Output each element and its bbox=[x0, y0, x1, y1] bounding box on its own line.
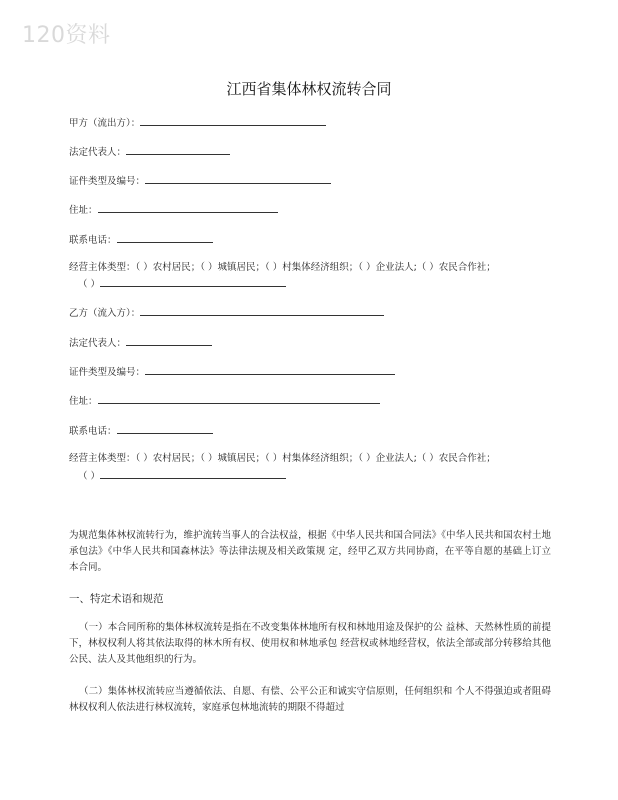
party-a-entity-type: 经营主体类型：（ ）农村居民；（ ）城镇居民；（ ）村集体经济组织；（ ）企业法人;（ ）农民合作社； bbox=[69, 262, 496, 273]
party-b-addr-field bbox=[69, 394, 380, 408]
clause-1-paragraph: （一）本合同所称的集体林权流转是指在不改变集体林地所有权和林地用途及保护的公 益林、天然林性质的前提下，林权权利人将其依法取得的林木所有权、使用权和林地承包 经营权或林地经营权，依法全部或部分转移给其他公民、法人及其他组织的行为。 bbox=[69, 622, 551, 665]
party-b-phone-field bbox=[69, 424, 213, 438]
party-a-id-field bbox=[69, 174, 331, 188]
party-a-other-label: （ ） bbox=[78, 279, 101, 290]
party-b-rep-label: 法定代表人： bbox=[69, 338, 127, 349]
party-b-rep-blank[interactable] bbox=[126, 336, 212, 346]
clause-2-paragraph: （二）集体林权流转应当遵循依法、自愿、有偿、公平公正和诚实守信原则，任何组织和 个人不得强迫或者阻碍林权权利人依法进行林权流转，家庭承包林地流转的期限不得超过 bbox=[69, 686, 551, 713]
party-a-rep-field bbox=[69, 145, 230, 159]
party-b-addr-label: 住址： bbox=[69, 396, 98, 407]
party-b-id-label: 证件类型及编号： bbox=[69, 367, 146, 378]
party-a-phone-blank[interactable] bbox=[117, 233, 213, 243]
section-heading: 一、特定术语和规范 bbox=[69, 593, 164, 605]
party-b-entity-other bbox=[78, 469, 286, 483]
contract-title: 江西省集体林权流转合同 bbox=[226, 80, 392, 98]
party-b-id-field bbox=[69, 365, 395, 379]
party-a-addr-blank[interactable] bbox=[98, 203, 278, 213]
party-a-label: 甲方（流出方）： bbox=[69, 118, 141, 129]
watermark: 120资料 bbox=[22, 23, 111, 48]
party-b-phone-label: 联系电话： bbox=[69, 426, 117, 437]
party-b-entity-type: 经营主体类型：（ ）农村居民；（ ）城镇居民；（ ）村集体经济组织；（ ）企业法人;（ ）农民合作社； bbox=[69, 453, 496, 464]
party-b-phone-blank[interactable] bbox=[117, 424, 213, 434]
party-b-id-blank[interactable] bbox=[145, 365, 395, 375]
party-a-rep-blank[interactable] bbox=[126, 145, 230, 155]
party-b-addr-blank[interactable] bbox=[98, 394, 380, 404]
party-a-phone-label: 联系电话： bbox=[69, 235, 117, 246]
party-a-field bbox=[69, 116, 326, 130]
party-a-addr-label: 住址： bbox=[69, 205, 98, 216]
party-b-rep-field bbox=[69, 336, 212, 350]
party-a-blank[interactable] bbox=[140, 116, 326, 126]
party-b-label: 乙方（流入方）： bbox=[69, 308, 141, 319]
party-a-addr-field bbox=[69, 203, 278, 217]
party-a-other-blank[interactable] bbox=[100, 277, 286, 287]
party-a-phone-field bbox=[69, 233, 213, 247]
party-a-id-blank[interactable] bbox=[145, 174, 331, 184]
preamble-paragraph: 为规范集体林权流转行为，维护流转当事人的合法权益，根据《中华人民共和国合同法》《中华人民共和国农村土地承包法》《中华人民共和国森林法》等法律法规及相关政策规 定，经甲乙双方共同协商，在平等自愿的基础上订立本合同。 bbox=[69, 530, 551, 573]
party-a-rep-label: 法定代表人： bbox=[69, 147, 127, 158]
party-b-other-blank[interactable] bbox=[100, 469, 286, 479]
party-b-other-label: （ ） bbox=[78, 471, 101, 482]
party-a-entity-other bbox=[78, 277, 286, 291]
party-a-id-label: 证件类型及编号： bbox=[69, 176, 146, 187]
party-b-field bbox=[69, 306, 384, 320]
party-b-blank[interactable] bbox=[140, 306, 384, 316]
